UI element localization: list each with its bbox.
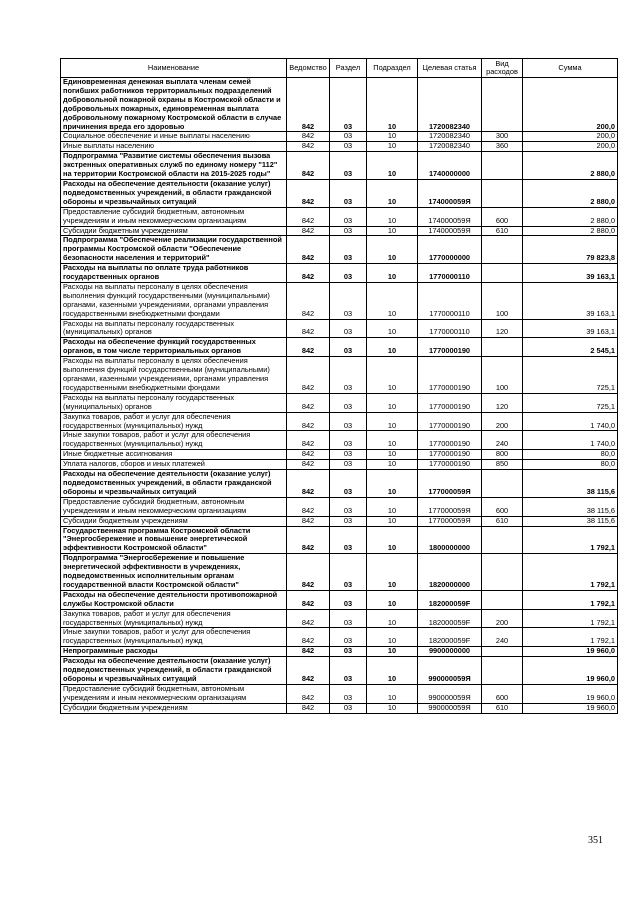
row-celevaya-statya: 1770000190 — [418, 357, 482, 394]
row-vid-raskhodov: 600 — [482, 207, 523, 226]
row-vid-raskhodov — [482, 338, 523, 357]
row-summa: 2 880,0 — [523, 226, 618, 236]
row-vedomstvo: 842 — [287, 460, 330, 470]
row-vedomstvo: 842 — [287, 628, 330, 647]
row-vedomstvo: 842 — [287, 516, 330, 526]
row-podrazdel: 10 — [367, 657, 418, 685]
row-vid-raskhodov — [482, 590, 523, 609]
row-razdel: 03 — [330, 684, 367, 703]
row-podrazdel: 10 — [367, 450, 418, 460]
row-celevaya-statya: 1720082340 — [418, 78, 482, 132]
table-row — [61, 703, 618, 713]
row-name: Субсидии бюджетным учреждениям — [61, 226, 287, 236]
row-razdel: 03 — [330, 647, 367, 657]
row-celevaya-statya: 1720082340 — [418, 142, 482, 152]
row-celevaya-statya: 1770000110 — [418, 264, 482, 283]
row-vedomstvo: 842 — [287, 319, 330, 338]
row-razdel: 03 — [330, 282, 367, 319]
row-name: Уплата налогов, сборов и иных платежей — [61, 460, 287, 470]
row-summa: 39 163,1 — [523, 319, 618, 338]
row-vedomstvo: 842 — [287, 431, 330, 450]
budget-table-container — [60, 58, 617, 714]
header-summa: Сумма — [523, 59, 618, 78]
table-row — [61, 470, 618, 498]
table-row — [61, 647, 618, 657]
row-vid-raskhodov — [482, 264, 523, 283]
table-row — [61, 319, 618, 338]
row-razdel: 03 — [330, 590, 367, 609]
row-vedomstvo: 842 — [287, 357, 330, 394]
row-vid-raskhodov: 200 — [482, 609, 523, 628]
row-razdel: 03 — [330, 609, 367, 628]
row-podrazdel: 10 — [367, 431, 418, 450]
row-vedomstvo: 842 — [287, 450, 330, 460]
row-razdel: 03 — [330, 338, 367, 357]
table-row — [61, 497, 618, 516]
row-celevaya-statya: 990000059Я — [418, 703, 482, 713]
row-name: Предоставление субсидий бюджетным, автономным учреждениям и иным некоммерческим организациям — [61, 684, 287, 703]
row-vid-raskhodov: 600 — [482, 497, 523, 516]
row-vid-raskhodov: 610 — [482, 226, 523, 236]
table-row — [61, 684, 618, 703]
row-celevaya-statya: 174000059Я — [418, 179, 482, 207]
row-name: Расходы на выплаты персоналу государственных (муниципальных) органов — [61, 319, 287, 338]
table-row — [61, 207, 618, 226]
row-celevaya-statya: 1770000190 — [418, 412, 482, 431]
row-name: Подпрограмма "Энергосбережение и повышение энергетической эффективности в учреждениях, подведомственных исполнительным органам государственной власти Костромской области" — [61, 554, 287, 591]
row-name: Подпрограмма "Обеспечение реализации государственной программы Костромской области "Обеспечение безопасности населения и территорий" — [61, 236, 287, 264]
row-vedomstvo: 842 — [287, 647, 330, 657]
row-podrazdel: 10 — [367, 647, 418, 657]
row-name: Единовременная денежная выплата членам семей погибших работников территориальных подразделений добровольной пожарной охраны в Костромской области и добровольных пожарных, единовременная выплата добровольному пожарному Костромской области в случае причинения вреда его здоровью — [61, 78, 287, 132]
row-vid-raskhodov: 610 — [482, 516, 523, 526]
row-summa: 2 880,0 — [523, 179, 618, 207]
table-body — [61, 78, 618, 714]
row-podrazdel: 10 — [367, 152, 418, 180]
table-row — [61, 357, 618, 394]
table-row — [61, 412, 618, 431]
row-summa: 39 163,1 — [523, 282, 618, 319]
row-vedomstvo: 842 — [287, 132, 330, 142]
row-podrazdel: 10 — [367, 319, 418, 338]
row-podrazdel: 10 — [367, 179, 418, 207]
row-razdel: 03 — [330, 393, 367, 412]
table-row — [61, 236, 618, 264]
row-celevaya-statya: 174000059Я — [418, 207, 482, 226]
row-vedomstvo: 842 — [287, 497, 330, 516]
row-celevaya-statya: 182000059F — [418, 609, 482, 628]
row-summa: 19 960,0 — [523, 703, 618, 713]
table-row — [61, 516, 618, 526]
row-summa: 19 960,0 — [523, 647, 618, 657]
row-razdel: 03 — [330, 516, 367, 526]
row-razdel: 03 — [330, 497, 367, 516]
row-celevaya-statya: 1770000110 — [418, 282, 482, 319]
row-name: Закупка товаров, работ и услуг для обеспечения государственных (муниципальных) нужд — [61, 609, 287, 628]
row-vedomstvo: 842 — [287, 590, 330, 609]
row-podrazdel: 10 — [367, 609, 418, 628]
row-vid-raskhodov: 120 — [482, 319, 523, 338]
table-row — [61, 338, 618, 357]
row-celevaya-statya: 9900000000 — [418, 647, 482, 657]
page-number: 351 — [588, 835, 603, 846]
table-row — [61, 526, 618, 554]
row-name: Субсидии бюджетным учреждениям — [61, 703, 287, 713]
row-vedomstvo: 842 — [287, 470, 330, 498]
row-summa: 38 115,6 — [523, 516, 618, 526]
row-vid-raskhodov: 120 — [482, 393, 523, 412]
header-podrazdel: Подраздел — [367, 59, 418, 78]
row-summa: 19 960,0 — [523, 684, 618, 703]
row-podrazdel: 10 — [367, 264, 418, 283]
row-vid-raskhodov: 850 — [482, 460, 523, 470]
row-name: Иные закупки товаров, работ и услуг для обеспечения государственных (муниципальных) нужд — [61, 628, 287, 647]
row-razdel: 03 — [330, 554, 367, 591]
row-vid-raskhodov — [482, 152, 523, 180]
row-celevaya-statya: 1720082340 — [418, 132, 482, 142]
row-vedomstvo: 842 — [287, 684, 330, 703]
table-row — [61, 142, 618, 152]
row-vedomstvo: 842 — [287, 703, 330, 713]
row-summa: 1 740,0 — [523, 431, 618, 450]
row-vid-raskhodov: 200 — [482, 412, 523, 431]
header-vedomstvo: Ведомство — [287, 59, 330, 78]
row-summa: 200,0 — [523, 142, 618, 152]
row-podrazdel: 10 — [367, 236, 418, 264]
row-razdel: 03 — [330, 431, 367, 450]
row-vid-raskhodov — [482, 236, 523, 264]
row-summa: 38 115,6 — [523, 497, 618, 516]
row-celevaya-statya: 182000059F — [418, 590, 482, 609]
header-celevaya-statya: Целевая статья — [418, 59, 482, 78]
row-summa: 19 960,0 — [523, 657, 618, 685]
row-name: Расходы на обеспечение деятельности (оказание услуг) подведомственных учреждений, в области гражданской обороны и чрезвычайных ситуаций — [61, 657, 287, 685]
row-summa: 1 740,0 — [523, 412, 618, 431]
row-name: Закупка товаров, работ и услуг для обеспечения государственных (муниципальных) нужд — [61, 412, 287, 431]
row-vedomstvo: 842 — [287, 236, 330, 264]
row-celevaya-statya: 1770000190 — [418, 460, 482, 470]
row-summa: 1 792,1 — [523, 628, 618, 647]
row-podrazdel: 10 — [367, 628, 418, 647]
table-header-row — [61, 59, 618, 78]
row-name: Расходы на выплаты персоналу в целях обеспечения выполнения функций государственными (муниципальными) органами, казенными учреждениями, органами управления государственными внебюджетными фондами — [61, 357, 287, 394]
row-razdel: 03 — [330, 152, 367, 180]
table-row — [61, 179, 618, 207]
header-name: Наименование — [61, 59, 287, 78]
table-row — [61, 450, 618, 460]
header-razdel: Раздел — [330, 59, 367, 78]
row-vedomstvo: 842 — [287, 554, 330, 591]
row-summa: 725,1 — [523, 393, 618, 412]
table-row — [61, 554, 618, 591]
row-vid-raskhodov: 240 — [482, 628, 523, 647]
row-razdel: 03 — [330, 132, 367, 142]
row-celevaya-statya: 1770000190 — [418, 450, 482, 460]
row-vid-raskhodov — [482, 554, 523, 591]
table-row — [61, 657, 618, 685]
row-podrazdel: 10 — [367, 207, 418, 226]
table-row — [61, 431, 618, 450]
row-vid-raskhodov: 300 — [482, 132, 523, 142]
row-summa: 2 880,0 — [523, 207, 618, 226]
row-vid-raskhodov — [482, 179, 523, 207]
row-vedomstvo: 842 — [287, 207, 330, 226]
table-row — [61, 628, 618, 647]
row-vedomstvo: 842 — [287, 226, 330, 236]
row-summa: 725,1 — [523, 357, 618, 394]
row-summa: 80,0 — [523, 450, 618, 460]
budget-table — [60, 58, 618, 714]
row-vedomstvo: 842 — [287, 526, 330, 554]
row-razdel: 03 — [330, 526, 367, 554]
table-row — [61, 609, 618, 628]
row-razdel: 03 — [330, 703, 367, 713]
row-celevaya-statya: 1820000000 — [418, 554, 482, 591]
row-summa: 1 792,1 — [523, 554, 618, 591]
row-celevaya-statya: 990000059Я — [418, 684, 482, 703]
row-name: Расходы на обеспечение деятельности противопожарной службы Костромской области — [61, 590, 287, 609]
row-celevaya-statya: 177000059Я — [418, 516, 482, 526]
row-podrazdel: 10 — [367, 78, 418, 132]
table-row — [61, 590, 618, 609]
row-podrazdel: 10 — [367, 703, 418, 713]
row-vid-raskhodov: 240 — [482, 431, 523, 450]
row-vedomstvo: 842 — [287, 78, 330, 132]
table-row — [61, 226, 618, 236]
row-podrazdel: 10 — [367, 142, 418, 152]
row-summa: 79 823,8 — [523, 236, 618, 264]
row-name: Расходы на выплаты по оплате труда работников государственных органов — [61, 264, 287, 283]
row-summa: 200,0 — [523, 132, 618, 142]
row-summa: 1 792,1 — [523, 526, 618, 554]
row-celevaya-statya: 1770000190 — [418, 338, 482, 357]
row-name: Государственная программа Костромской области "Энергосбережение и повышение энергетической эффективности Костромской области" — [61, 526, 287, 554]
row-summa: 38 115,6 — [523, 470, 618, 498]
row-summa: 200,0 — [523, 78, 618, 132]
row-vid-raskhodov — [482, 647, 523, 657]
row-podrazdel: 10 — [367, 357, 418, 394]
row-razdel: 03 — [330, 470, 367, 498]
row-summa: 2 880,0 — [523, 152, 618, 180]
row-celevaya-statya: 1740000000 — [418, 152, 482, 180]
row-name: Расходы на обеспечение функций государственных органов, в том числе территориальных органов — [61, 338, 287, 357]
row-razdel: 03 — [330, 179, 367, 207]
row-podrazdel: 10 — [367, 338, 418, 357]
row-vedomstvo: 842 — [287, 609, 330, 628]
row-vid-raskhodov — [482, 470, 523, 498]
row-name: Субсидии бюджетным учреждениям — [61, 516, 287, 526]
row-razdel: 03 — [330, 264, 367, 283]
row-razdel: 03 — [330, 207, 367, 226]
row-name: Социальное обеспечение и иные выплаты населению — [61, 132, 287, 142]
row-vid-raskhodov: 100 — [482, 357, 523, 394]
row-podrazdel: 10 — [367, 470, 418, 498]
row-celevaya-statya: 182000059F — [418, 628, 482, 647]
row-razdel: 03 — [330, 628, 367, 647]
row-summa: 39 163,1 — [523, 264, 618, 283]
row-celevaya-statya: 1800000000 — [418, 526, 482, 554]
row-summa: 80,0 — [523, 460, 618, 470]
row-razdel: 03 — [330, 460, 367, 470]
row-podrazdel: 10 — [367, 590, 418, 609]
row-vedomstvo: 842 — [287, 412, 330, 431]
row-celevaya-statya: 990000059Я — [418, 657, 482, 685]
row-razdel: 03 — [330, 319, 367, 338]
row-razdel: 03 — [330, 450, 367, 460]
row-podrazdel: 10 — [367, 132, 418, 142]
row-celevaya-statya: 177000059Я — [418, 470, 482, 498]
row-name: Предоставление субсидий бюджетным, автономным учреждениям и иным некоммерческим организациям — [61, 207, 287, 226]
row-vid-raskhodov — [482, 526, 523, 554]
row-razdel: 03 — [330, 226, 367, 236]
row-name: Иные выплаты населению — [61, 142, 287, 152]
row-celevaya-statya: 1770000000 — [418, 236, 482, 264]
row-razdel: 03 — [330, 78, 367, 132]
row-vedomstvo: 842 — [287, 282, 330, 319]
row-vedomstvo: 842 — [287, 657, 330, 685]
row-name: Подпрограмма "Развитие системы обеспечения вызова экстренных оперативных служб по единому номеру "112" на территории Костромской области на 2015-2025 годы" — [61, 152, 287, 180]
row-name: Расходы на выплаты персоналу государственных (муниципальных) органов — [61, 393, 287, 412]
row-podrazdel: 10 — [367, 412, 418, 431]
row-razdel: 03 — [330, 412, 367, 431]
row-name: Непрограммные расходы — [61, 647, 287, 657]
row-razdel: 03 — [330, 657, 367, 685]
row-vid-raskhodov: 800 — [482, 450, 523, 460]
row-name: Предоставление субсидий бюджетным, автономным учреждениям и иным некоммерческим организациям — [61, 497, 287, 516]
row-celevaya-statya: 1770000190 — [418, 393, 482, 412]
row-vid-raskhodov: 360 — [482, 142, 523, 152]
row-vid-raskhodov: 100 — [482, 282, 523, 319]
row-razdel: 03 — [330, 236, 367, 264]
table-row — [61, 460, 618, 470]
row-podrazdel: 10 — [367, 526, 418, 554]
row-podrazdel: 10 — [367, 460, 418, 470]
table-row — [61, 264, 618, 283]
row-podrazdel: 10 — [367, 554, 418, 591]
row-name: Расходы на выплаты персоналу в целях обеспечения выполнения функций государственными (муниципальными) органами, казенными учреждениями, органами управления государственными внебюджетными фондами — [61, 282, 287, 319]
table-row — [61, 152, 618, 180]
row-razdel: 03 — [330, 142, 367, 152]
row-vedomstvo: 842 — [287, 142, 330, 152]
row-podrazdel: 10 — [367, 282, 418, 319]
row-celevaya-statya: 177000059Я — [418, 497, 482, 516]
row-vedomstvo: 842 — [287, 338, 330, 357]
row-podrazdel: 10 — [367, 226, 418, 236]
row-vedomstvo: 842 — [287, 393, 330, 412]
row-podrazdel: 10 — [367, 684, 418, 703]
row-vid-raskhodov: 610 — [482, 703, 523, 713]
row-podrazdel: 10 — [367, 497, 418, 516]
header-vid-raskhodov: Вид расходов — [482, 59, 523, 78]
table-row — [61, 393, 618, 412]
row-celevaya-statya: 1770000190 — [418, 431, 482, 450]
row-razdel: 03 — [330, 357, 367, 394]
row-vid-raskhodov — [482, 657, 523, 685]
row-name: Расходы на обеспечение деятельности (оказание услуг) подведомственных учреждений, в области гражданской обороны и чрезвычайных ситуаций — [61, 470, 287, 498]
row-vedomstvo: 842 — [287, 264, 330, 283]
row-celevaya-statya: 1770000110 — [418, 319, 482, 338]
row-vid-raskhodov: 600 — [482, 684, 523, 703]
table-row — [61, 78, 618, 132]
row-vid-raskhodov — [482, 78, 523, 132]
row-name: Расходы на обеспечение деятельности (оказание услуг) подведомственных учреждений, в области гражданской обороны и чрезвычайных ситуаций — [61, 179, 287, 207]
row-vedomstvo: 842 — [287, 179, 330, 207]
row-name: Иные закупки товаров, работ и услуг для обеспечения государственных (муниципальных) нужд — [61, 431, 287, 450]
table-row — [61, 132, 618, 142]
row-podrazdel: 10 — [367, 516, 418, 526]
row-vedomstvo: 842 — [287, 152, 330, 180]
row-summa: 1 792,1 — [523, 590, 618, 609]
row-podrazdel: 10 — [367, 393, 418, 412]
row-summa: 2 545,1 — [523, 338, 618, 357]
row-summa: 1 792,1 — [523, 609, 618, 628]
row-celevaya-statya: 174000059Я — [418, 226, 482, 236]
row-name: Иные бюджетные ассигнования — [61, 450, 287, 460]
table-row — [61, 282, 618, 319]
